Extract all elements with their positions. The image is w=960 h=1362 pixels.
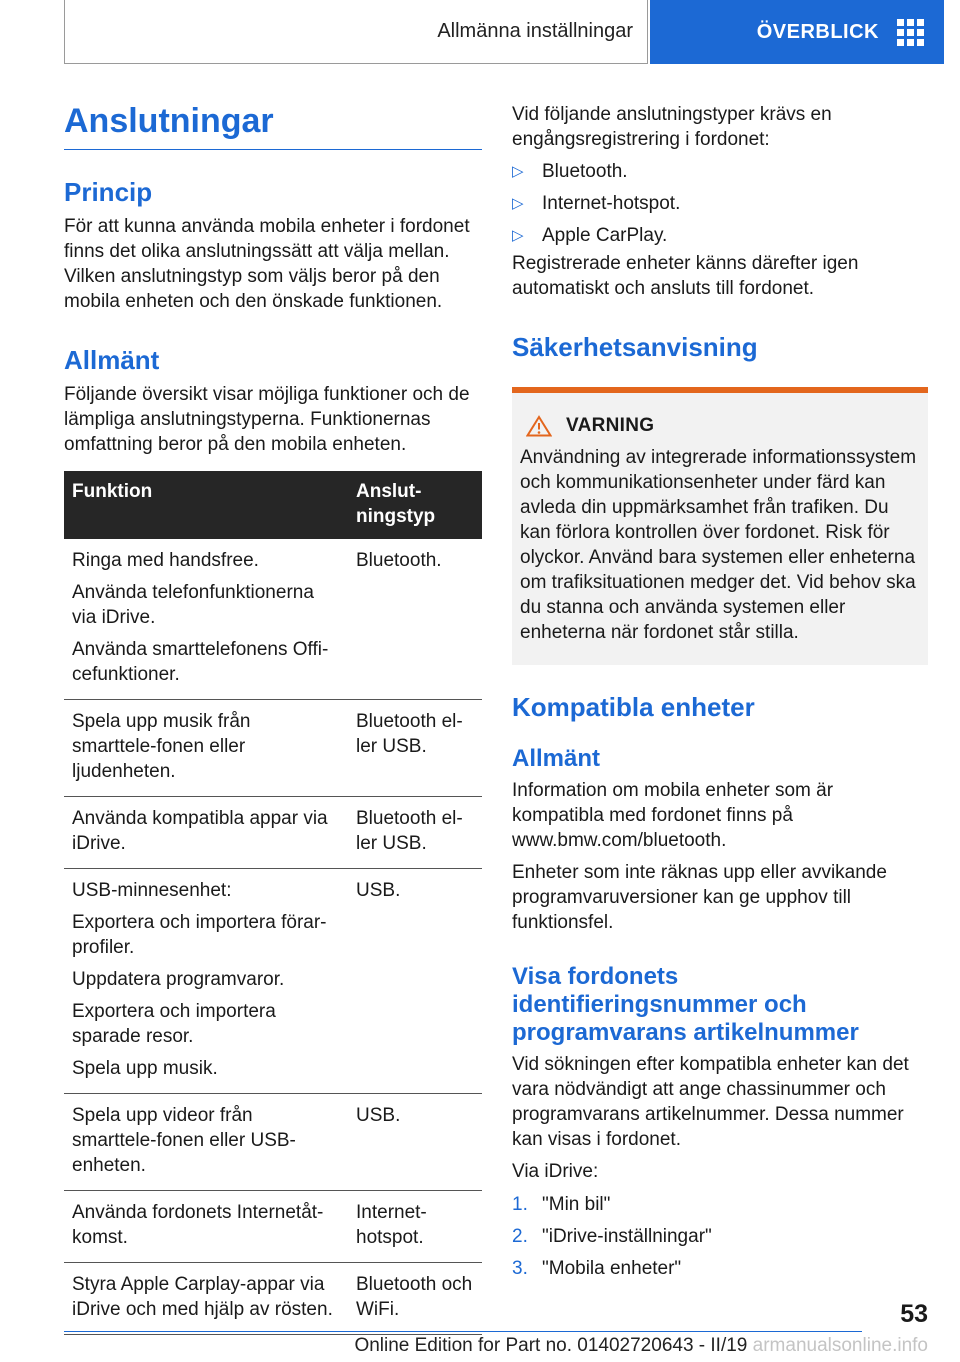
right-column	[512, 96, 928, 1288]
warning-triangle-icon	[526, 415, 552, 437]
function-text: Använda telefonfunktionerna via iDrive.	[72, 581, 314, 628]
warning-label: VARNING	[566, 414, 655, 436]
registered-text: Registrerade enheter känns därefter igen automatiskt och ansluts till fordonet.	[512, 253, 859, 299]
grid-icon	[897, 19, 924, 46]
function-table	[64, 471, 482, 1335]
list-item: 2. "iDrive-inställningar"	[512, 1226, 712, 1248]
table-row	[64, 1190, 482, 1262]
vin-heading: Visa fordonets identifieringsnummer och programvarans artikelnummer	[512, 963, 859, 1046]
function-text: Exportera och importera sparade resor.	[72, 1000, 276, 1047]
general-text: Följande översikt visar möjliga funktioner och de lämpliga anslutningstyperna. Funktionernas omfattning beror på den mobila enheten.	[64, 383, 470, 455]
function-text: USB-minnesenhet:	[72, 879, 232, 901]
connection-type: Bluetooth el-ler USB.	[348, 699, 482, 796]
function-text: Styra Apple Carplay-appar via iDrive och med hjälp av rösten.	[72, 1273, 333, 1320]
warning-box	[512, 387, 928, 665]
connection-type: Bluetooth el-ler USB.	[348, 796, 482, 868]
general-heading: Allmänt	[64, 344, 160, 375]
table-row	[64, 1262, 482, 1334]
overview-label: ÖVERBLICK	[756, 20, 879, 43]
warning-title	[526, 415, 920, 437]
watermark-text: armanualsonline.info	[752, 1335, 928, 1356]
footer-edition	[354, 1335, 928, 1357]
left-column	[64, 96, 482, 1335]
list-item: ▷ Bluetooth.	[512, 161, 628, 182]
connection-type: Internet-hotspot.	[348, 1190, 482, 1262]
function-text: Spela upp musik.	[72, 1057, 218, 1079]
list-item: 1. "Min bil"	[512, 1194, 611, 1216]
connection-type: Bluetooth.	[348, 539, 482, 700]
table-row	[64, 1093, 482, 1190]
table-row	[64, 539, 482, 700]
connection-list	[512, 159, 928, 248]
section-label: Allmänna inställningar	[437, 20, 633, 42]
page-title: Anslutningar	[64, 102, 482, 150]
principle-heading: Princip	[64, 177, 153, 208]
function-text: Använda kompatibla appar via iDrive.	[72, 807, 328, 854]
table-row	[64, 868, 482, 1093]
connection-type: USB.	[348, 1093, 482, 1190]
function-text: Ringa med handsfree.	[72, 549, 259, 571]
connection-type: Bluetooth och WiFi.	[348, 1262, 482, 1334]
principle-text: För att kunna använda mobila enheter i fordonet finns det olika anslutningssätt att välja mellan. Vilken anslutningstyp som väljs beror på den mobila enheten och den önskade funktionen.	[64, 215, 470, 312]
registration-intro: Vid följande anslutningstyper krävs en engångsregistrering i fordonet:	[512, 104, 832, 150]
connection-type: USB.	[348, 868, 482, 1093]
idrive-steps	[512, 1192, 928, 1281]
function-text: Exportera och importera förar-profiler.	[72, 911, 327, 958]
header-section-label-box	[64, 0, 648, 64]
function-text: Spela upp musik från smarttele-fonen eller ljudenheten.	[72, 710, 251, 782]
footer-divider	[64, 1331, 862, 1332]
list-item: 3. "Mobila enheter"	[512, 1258, 682, 1280]
function-text: Använda fordonets Internetåt-komst.	[72, 1201, 324, 1248]
page-number: 53	[900, 1300, 928, 1328]
function-text: Spela upp videor från smarttele-fonen eller USB-enheten.	[72, 1104, 296, 1176]
warning-text: Användning av integrerade informationssystem och kommunikationsenheter under färd kan avleda din uppmärksamhet från trafiken. Du kan förlora kontrollen över fordonet. Risk för olyckor. Använd bara systemen eller enheterna om trafiksituationen medger det. Vid behov ska du stanna och använda systemen eller enheterna när fordonet står stilla.	[520, 446, 917, 643]
function-text: Använda smarttelefonens Offi-cefunktioner.	[72, 638, 329, 685]
list-item: ▷ Internet-hotspot.	[512, 193, 681, 214]
vin-text: Vid sökningen efter kompatibla enheter kan det vara nödvändigt att ange chassinummer och programvarans artikelnummer. Dessa nummer kan visas i fordonet.	[512, 1054, 909, 1151]
table-header-connection: Anslut-ningstyp	[348, 471, 482, 539]
overview-button[interactable]	[650, 0, 944, 64]
via-idrive: Via iDrive:	[512, 1161, 599, 1183]
compatible-text-2: Enheter som inte räknas upp eller avvikande programvaruversioner kan ge upphov till funktionsfel.	[512, 862, 887, 934]
compatible-general-heading: Allmänt	[512, 744, 601, 772]
edition-text: Online Edition for Part no. 01402720643 - II/19	[354, 1335, 748, 1356]
table-row	[64, 796, 482, 868]
triangle-bullet-icon: ▷	[512, 227, 524, 244]
triangle-bullet-icon: ▷	[512, 163, 524, 180]
compatible-text-1: Information om mobila enheter som är kompatibla med fordonet finns på www.bmw.com/bluetooth.	[512, 780, 834, 852]
safety-heading: Säkerhetsanvisning	[512, 332, 758, 362]
list-item: ▷ Apple CarPlay.	[512, 225, 668, 246]
table-row	[64, 699, 482, 796]
table-header-function: Funktion	[64, 471, 348, 539]
function-text: Uppdatera programvaror.	[72, 968, 285, 990]
triangle-bullet-icon: ▷	[512, 195, 524, 212]
compatible-heading: Kompatibla enheter	[512, 691, 755, 722]
